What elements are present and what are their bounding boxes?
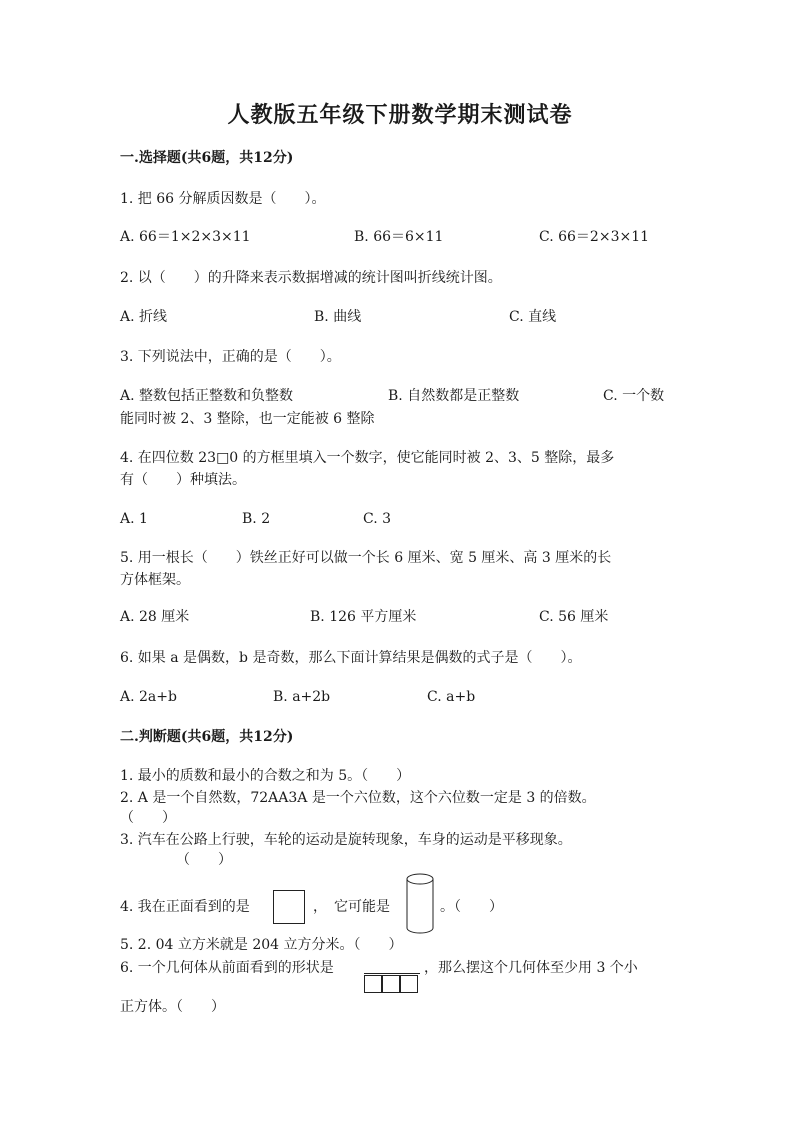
front-view-cell-3 [400, 975, 418, 993]
front-view-cell-1 [364, 975, 382, 993]
q1-stem: 1. 把 66 分解质因数是（ ）。 [120, 191, 326, 207]
q6-option-b: B. a+2b [273, 689, 331, 705]
q4-option-a: A. 1 [120, 511, 148, 527]
q2-option-c: C. 直线 [509, 309, 557, 325]
q5-option-c: C. 56 厘米 [539, 609, 609, 625]
q4-option-b: B. 2 [242, 511, 271, 527]
judge3-line1: 3. 汽车在公路上行驶，车轮的运动是旋转现象，车身的运动是平移现象。 [120, 832, 572, 848]
q4-stem-line1: 4. 在四位数 23□0 的方框里填入一个数字，使它能同时被 2、3、5 整除，最多 [120, 450, 615, 466]
judge2-line1: 2. A 是一个自然数，72AA3A 是一个六位数，这个六位数一定是 3 的倍数。 [120, 790, 596, 806]
page-title: 人教版五年级下册数学期末测试卷 [227, 102, 573, 128]
q1-option-b: B. 66＝6×11 [354, 229, 444, 245]
judge6-line2: 正方体。（ ） [120, 999, 225, 1015]
q5-option-b: B. 126 平方厘米 [310, 609, 417, 625]
judge2-line2: （ ） [120, 810, 176, 826]
q4-stem-line2: 有（ ）种填法。 [120, 472, 246, 488]
judge4-part3: 。（ ） [440, 899, 503, 915]
q1-option-a: A. 66＝1×2×3×11 [120, 229, 251, 245]
q6-option-c: C. a+b [427, 689, 476, 705]
cylinder-figure [405, 873, 435, 935]
section1-heading: 一.选择题(共6题，共12分) [120, 150, 294, 166]
q3-stem: 3. 下列说法中，正确的是（ ）。 [120, 349, 341, 365]
judge4-part1: 4. 我在正面看到的是 [120, 899, 250, 915]
q3-option-b: B. 自然数都是正整数 [388, 388, 520, 404]
q5-stem-line1: 5. 用一根长（ ）铁丝正好可以做一个长 6 厘米、宽 5 厘米、高 3 厘米的长 [120, 550, 612, 566]
q3-option-c: C. 一个数 [603, 388, 665, 404]
q1-option-c: C. 66＝2×3×11 [539, 229, 650, 245]
q5-option-a: A. 28 厘米 [120, 609, 190, 625]
q2-option-b: B. 曲线 [314, 309, 362, 325]
q3-option-c-continued: 能同时被 2、3 整除，也一定能被 6 整除 [120, 411, 375, 427]
answer-blank-line [364, 973, 420, 974]
judge1: 1. 最小的质数和最小的合数之和为 5。（ ） [120, 768, 411, 784]
q6-stem: 6. 如果 a 是偶数，b 是奇数，那么下面计算结果是偶数的式子是（ ）。 [120, 650, 582, 666]
judge5: 5. 2. 04 立方米就是 204 立方分米。（ ） [120, 937, 403, 953]
q4-option-c: C. 3 [363, 511, 392, 527]
judge3-line2: （ ） [176, 852, 232, 868]
square-front-view-figure [273, 890, 305, 924]
q2-stem: 2. 以（ ）的升降来表示数据增减的统计图叫折线统计图。 [120, 270, 502, 286]
judge6-part1: 6. 一个几何体从前面看到的形状是 [120, 960, 334, 976]
section2-heading: 二.判断题(共6题，共12分) [120, 729, 294, 745]
q5-stem-line2: 方体框架。 [120, 572, 190, 588]
judge6-part2: ，那么摆这个几何体至少用 3 个小 [424, 960, 638, 976]
q6-option-a: A. 2a+b [120, 689, 177, 705]
q2-option-a: A. 折线 [120, 309, 168, 325]
front-view-cell-2 [382, 975, 400, 993]
q3-option-a: A. 整数包括正整数和负整数 [120, 388, 294, 404]
judge4-part2: ， 它可能是 [313, 899, 390, 915]
